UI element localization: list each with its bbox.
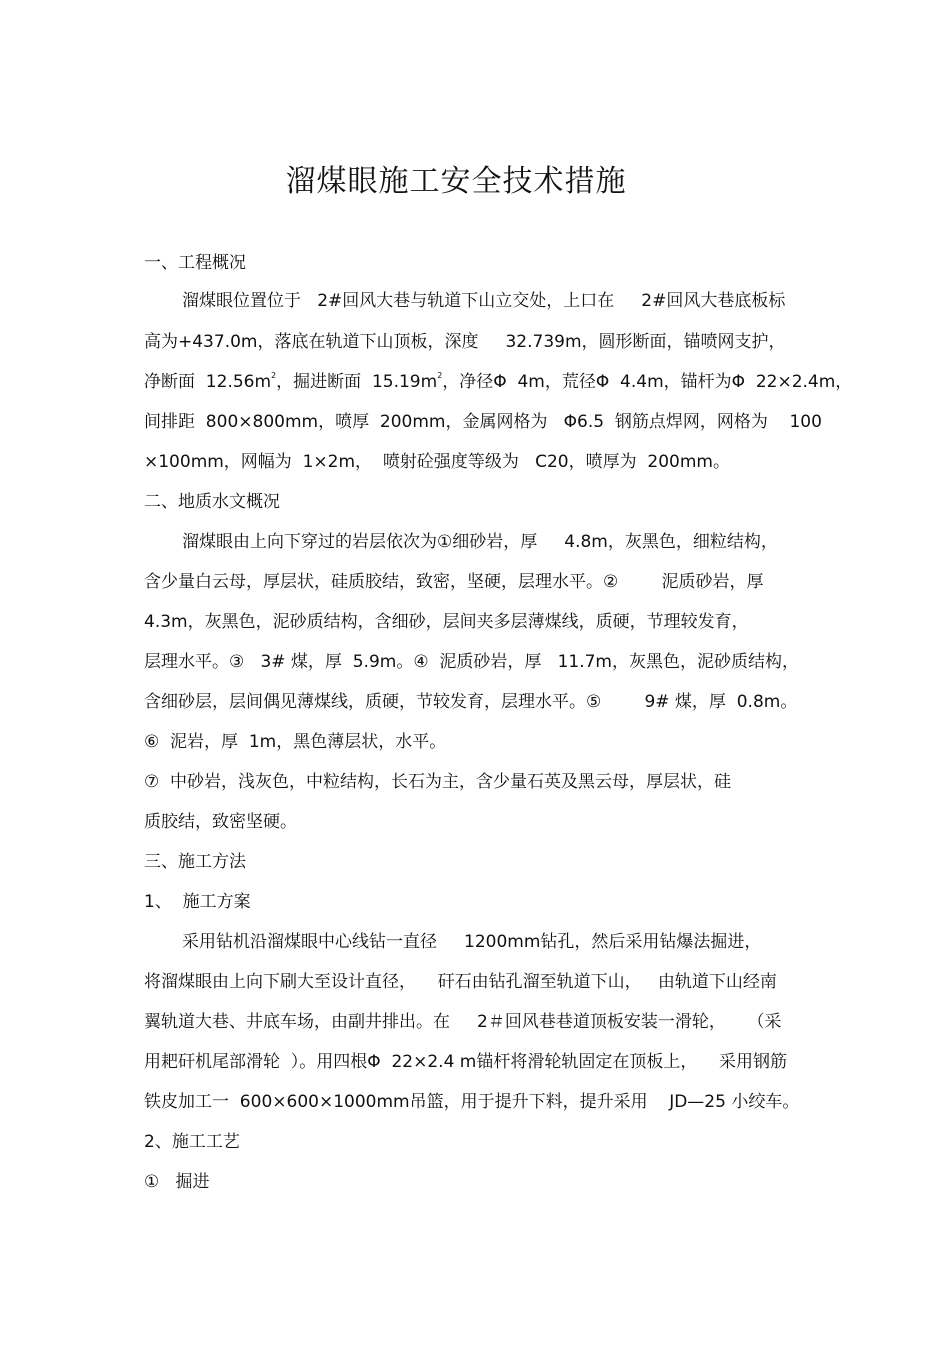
subsection-heading: 2、施工工艺 — [144, 1132, 240, 1152]
paragraph-line: 溜煤眼由上向下穿过的岩层依次为①细砂岩，厚 4.8m，灰黑色，细粒结构， — [182, 532, 778, 552]
paragraph-line: ×100mm，网幅为 1×2m， 喷射砼强度等级为 C20，喷厚为 200mm。 — [144, 452, 730, 472]
paragraph-line: 间排距 800×800mm，喷厚 200mm，金属网格为 Φ6.5 钢筋点焊网，网格为 100 — [144, 412, 822, 432]
paragraph-line: ⑥ 泥岩，厚 1m，黑色薄层状，水平。 — [144, 732, 447, 752]
paragraph-line: 质胶结，致密坚硬。 — [144, 812, 297, 832]
section-heading-1: 一、工程概况 — [144, 253, 246, 273]
paragraph-line: 层理水平。③ 3# 煤，厚 5.9m。④ 泥质砂岩，厚 11.7m，灰黑色，泥砂质结构， — [144, 652, 799, 672]
paragraph-line: 溜煤眼位置位于 2#回风大巷与轨道下山立交处，上口在 2#回风大巷底板标 — [182, 291, 786, 311]
section-heading-2: 二、地质水文概况 — [144, 492, 280, 512]
paragraph-line: 铁皮加工一 600×600×1000mm吊篮，用于提升下料，提升采用 JD—25 小绞车。 — [144, 1092, 800, 1112]
text-span: ，净径Φ 4m，荒径Φ 4.4m，锚杆为Φ 22×2.4m， — [442, 372, 853, 392]
paragraph-line: 高为+437.0m，落底在轨道下山顶板，深度 32.739m，圆形断面，锚喷网支护， — [144, 332, 786, 352]
superscript: 2 — [437, 371, 443, 380]
section-heading-3: 三、施工方法 — [144, 852, 246, 872]
text-span: 净断面 12.56m — [144, 372, 272, 392]
paragraph-line: 含细砂层，层间偶见薄煤线，质硬，节较发育，层理水平。⑤ 9# 煤，厚 0.8m。 — [144, 692, 798, 712]
document-title: 溜煤眼施工安全技术措施 — [285, 164, 627, 199]
paragraph-line: 用耙矸机尾部滑轮 ）。用四根Φ 22×2.4 m锚杆将滑轮轨固定在顶板上， 采用钢筋 — [144, 1052, 787, 1072]
paragraph-line: 翼轨道大巷、井底车场，由副井排出。在 2＃回风巷巷道顶板安装一滑轮， （采 — [144, 1012, 782, 1032]
paragraph-line: 将溜煤眼由上向下刷大至设计直径， 矸石由钻孔溜至轨道下山， 由轨道下山经南 — [144, 972, 777, 992]
paragraph-line: 采用钻机沿溜煤眼中心线钻一直径 1200mm钻孔，然后采用钻爆法掘进， — [182, 932, 762, 952]
paragraph-line: 4.3m，灰黑色，泥砂质结构，含细砂，层间夹多层薄煤线，质硬，节理较发育， — [144, 612, 749, 632]
paragraph-line — [144, 371, 852, 393]
paragraph-line: 含少量白云母，厚层状，硅质胶结，致密，坚硬，层理水平。② 泥质砂岩，厚 — [144, 572, 764, 592]
text-span: ，掘进断面 15.19m — [276, 372, 438, 392]
paragraph-line: ⑦ 中砂岩，浅灰色，中粒结构，长石为主，含少量石英及黑云母，厚层状，硅 — [144, 772, 732, 792]
subsection-item: ① 掘进 — [144, 1172, 210, 1192]
superscript: 2 — [271, 371, 277, 380]
subsection-heading: 1、 施工方案 — [144, 892, 251, 912]
